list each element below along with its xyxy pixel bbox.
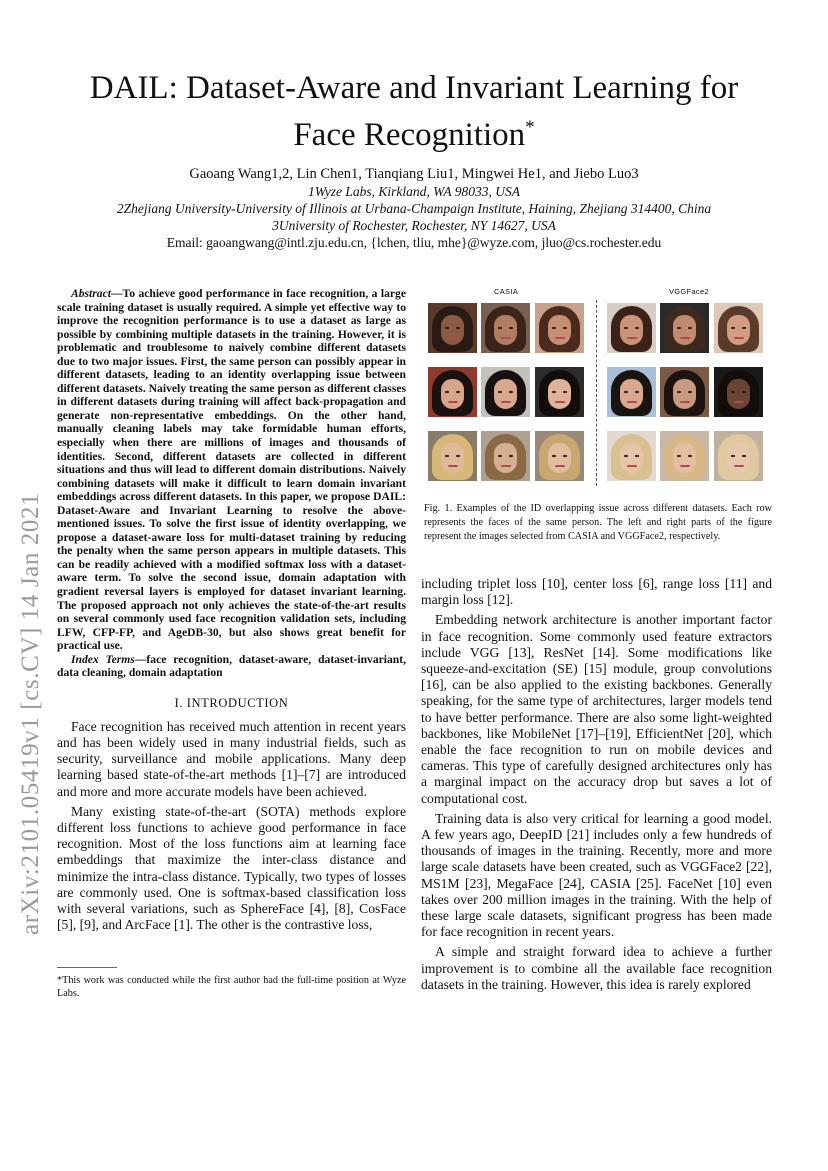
face-thumbnail — [607, 367, 656, 417]
paragraph: Many existing state-of-the-art (SOTA) methods explore different loss functions to achieve good performance in face recognition. Most of the loss functions aim at learning face embeddings that maximize the inter-class distance and minimize the intra-class distance. Typically, two types of losses are commonly used. One is softmax-based classification loss with several variations, such as SphereFace [4], [8], CosFace [5], [9], and ArcFace [1]. The other is the contrastive loss, — [57, 803, 406, 933]
figure-caption: Fig. 1. Examples of the ID overlapping issue across different datasets. Each row represents the faces of the same person. The left and right parts of the figure represent the images selected from CASIA and VGGFace2, respectively. — [424, 503, 772, 542]
arxiv-watermark: arXiv:2101.05419v1 [cs.CV] 14 Jan 2021 — [17, 492, 44, 935]
right-column-text — [421, 576, 772, 993]
abstract-label: Abstract — [71, 287, 111, 300]
casia-label: CASIA — [494, 287, 519, 296]
face-thumbnail — [481, 431, 530, 481]
paragraph: Face recognition has received much attention in recent years and has been widely used in many industrial fields, such as security, surveillance and mobile applications. Many deep learning based state-of-the-art methods [1]–[7] are introduced and more and more accurate models have been achieved. — [57, 718, 406, 799]
face-thumbnail — [428, 431, 477, 481]
face-thumbnail — [535, 367, 584, 417]
author-emails: Email: gaoangwang@intl.zju.edu.cn, {lchen, tliu, mhe}@wyze.com, jluo@cs.rochester.edu — [166, 235, 662, 250]
affiliation-1: 1Wyze Labs, Kirkland, WA 98033, USA — [307, 184, 521, 199]
abstract — [57, 287, 406, 680]
face-thumbnail — [481, 303, 530, 353]
paragraph: Embedding network architecture is another important factor in face recognition. Some commonly used feature extractors include VGG [13], ResNet [14]. Some modifications like squeeze-and-excitation (SE) [15] module, group convolutions [16], can be also applied to the existing backbones. Generally speaking, for the same type of architectures, larger models tend to have better performance. There are also some light-weighted backbones, like MobileNet [17]–[19], EfficientNet [20], which enable the face recognition to run on mobile devices and cameras. This type of carefully designed architectures only has a marginal impact on the accuracy drop but saves a lot of computational cost. — [421, 612, 772, 806]
dataset-divider — [596, 300, 597, 486]
intro-text — [57, 719, 406, 934]
left-column — [57, 287, 406, 938]
affiliation-3: 3University of Rochester, Rochester, NY 14627, USA — [272, 218, 556, 233]
paragraph: including triplet loss [10], center loss [6], range loss [11] and margin loss [12]. — [421, 576, 772, 608]
face-thumbnail — [535, 303, 584, 353]
footnote-text: *This work was conducted while the first author had the full-time position at Wyze Labs. — [57, 975, 406, 999]
title-footnote-mark: * — [525, 117, 535, 138]
face-thumbnail — [607, 431, 656, 481]
right-column — [421, 576, 772, 997]
figure-1 — [424, 288, 772, 488]
face-thumbnail — [481, 367, 530, 417]
face-thumbnail — [535, 431, 584, 481]
face-thumbnail — [660, 431, 709, 481]
vggface2-label: VGGFace2 — [669, 287, 709, 296]
face-thumbnail — [714, 431, 763, 481]
paragraph: A simple and straight forward idea to achieve a further improvement is to combine all the available face recognition datasets in the training. However, this idea is rarely explored — [421, 944, 772, 992]
face-thumbnail — [660, 303, 709, 353]
paragraph: Training data is also very critical for learning a good model. A few years ago, DeepID [21] includes only a few hundreds of thousands of images in the training. Recently, more and more large scale datasets have been created, such as VGGFace2 [22], MS1M [23], MegaFace [24], CASIA [25]. FaceNet [10] even takes over 200 million images in the training. With the help of these large scale datasets, significant progress has been made for face recognition in recent years. — [421, 810, 772, 940]
face-thumbnail — [428, 367, 477, 417]
index-terms-text: —face recognition, dataset-aware, dataset-invariant, data cleaning, domain adaptation — [57, 652, 406, 680]
title-text: DAIL: Dataset-Aware and Invariant Learning for Face Recognition — [89, 70, 739, 153]
face-thumbnail — [714, 367, 763, 417]
face-thumbnail — [428, 303, 477, 353]
footnote-rule — [57, 967, 117, 968]
face-thumbnail — [660, 367, 709, 417]
footnote — [57, 975, 406, 1000]
face-thumbnail — [714, 303, 763, 353]
author-block — [60, 166, 768, 251]
paper-title — [60, 68, 768, 155]
section-heading: I. INTRODUCTION — [174, 695, 289, 710]
index-terms-label: Index Terms — [71, 652, 135, 666]
face-thumbnail — [607, 303, 656, 353]
affiliation-2: 2Zhejiang University-University of Illinois at Urbana-Champaign Institute, Haining, Zhejiang 314400, China — [116, 201, 712, 216]
author-list: Gaoang Wang1,2, Lin Chen1, Tianqiang Liu1, Mingwei He1, and Jiebo Luo3 — [189, 166, 639, 182]
abstract-text: —To achieve good performance in face recognition, a large scale training dataset is usually required. A simple yet effective way to improve the recognition performance is to use a dataset as large as possible by combining multiple datasets in the training. However, it is problematic and troublesome to naively combine different datasets due to two major issues. First, the same person can possibly appear in different datasets, leading to an identity overlapping issue between different datasets. Naively treating the same person as different classes in different datasets during training will affect back-propagation and generate non-representative embeddings. On the other hand, manually cleaning labels may take formidable human efforts, especially when there are millions of images and thousands of identities. Second, different datasets are collected in different situations and thus will lead to different domain distributions. Naively combining datasets will make it difficult to learn domain invariant embeddings across different datasets. In this paper, we propose DAIL: Dataset-Aware and Invariant Learning to resolve the above-mentioned issues. To solve the first issue of identity overlapping, we propose a dataset-aware loss for multi-dataset training by reducing the penalty when the same person appears in multiple datasets. This can be readily achieved with a modified softmax loss with a dataset-aware term. To solve the second issue, domain adaptation with gradient reversal layers is employed for dataset invariant learning. The proposed approach not only achieves the state-of-the-art results on several commonly used face recognition validation sets, including LFW, CFP-FP, and AgeDB-30, but also shows great benefit for practical use. — [57, 287, 406, 653]
